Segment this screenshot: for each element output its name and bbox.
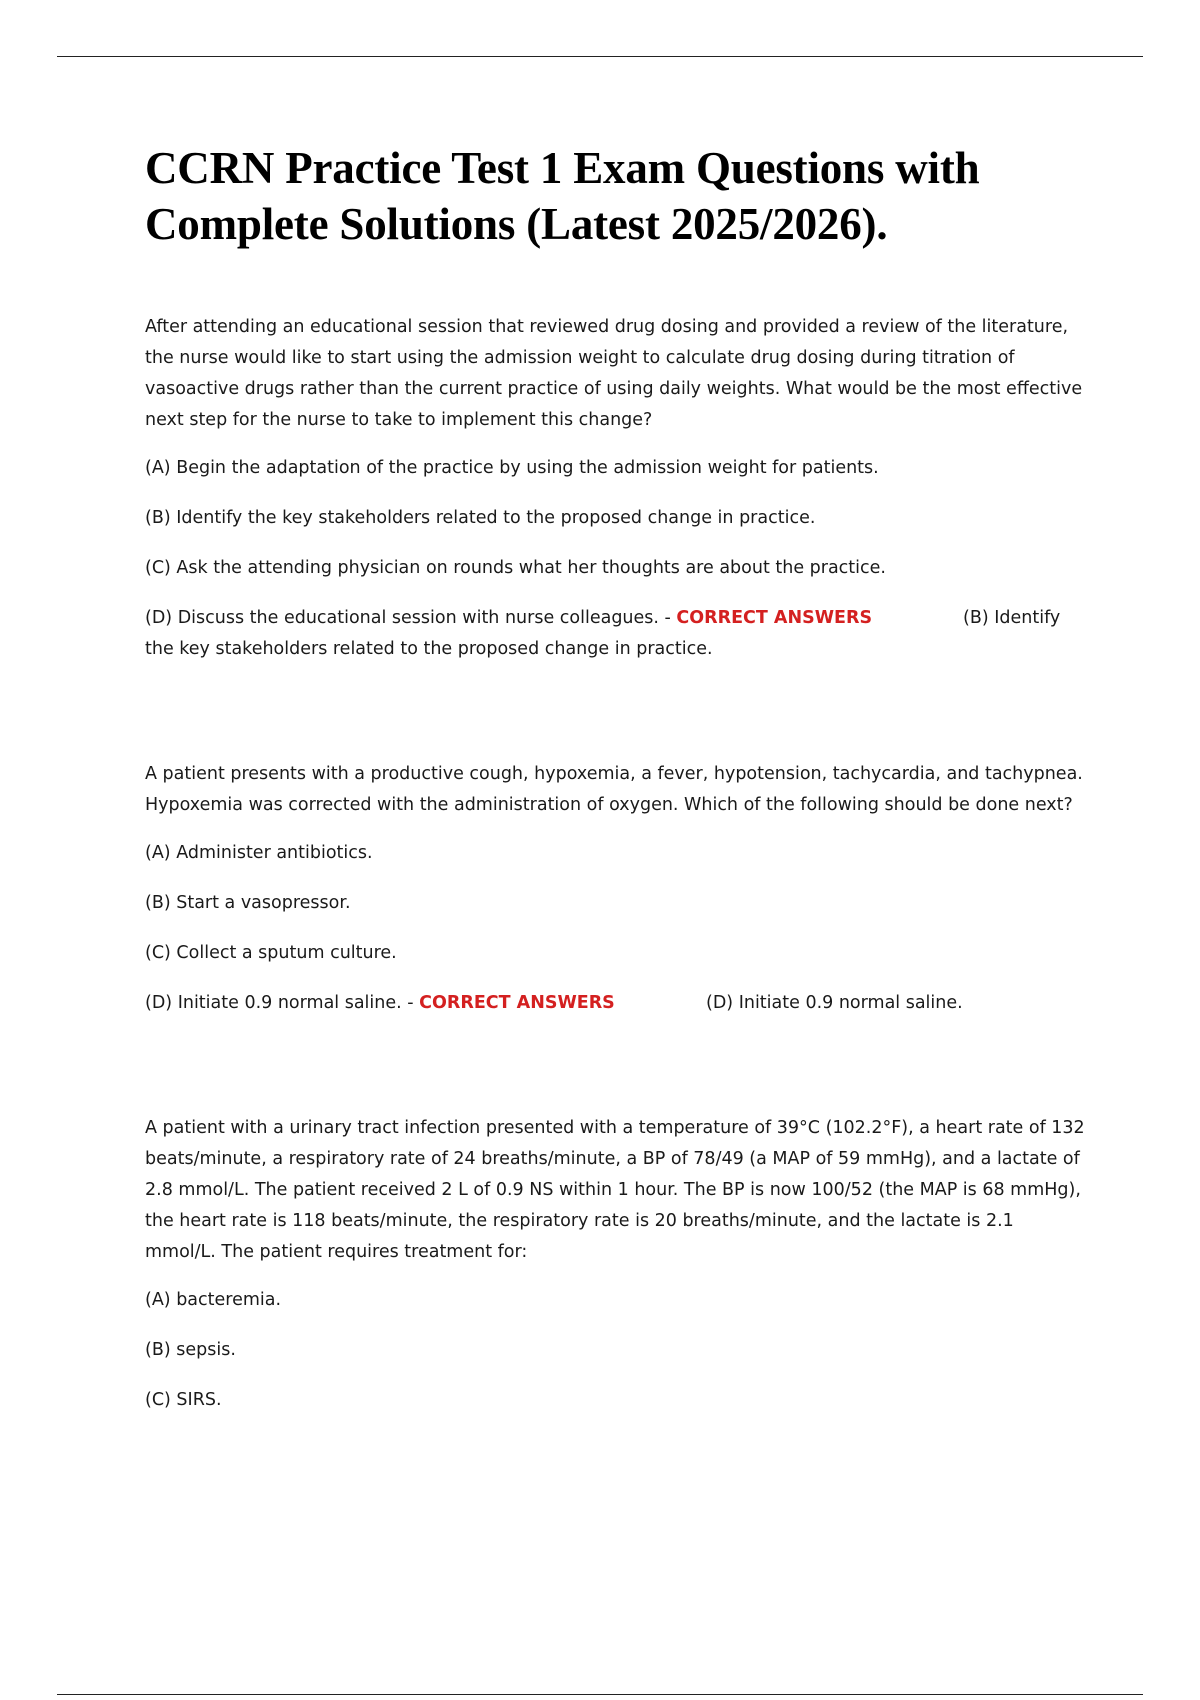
correct-answers-label: CORRECT ANSWERS — [676, 608, 873, 628]
question-stem: After attending an educational session that reviewed drug dosing and provided a review of the literature, the nurse would like to start using the admission weight to calculate drug dosing during titration of vasoactive drugs rather than the current practice of using daily weights. What would be the most effective next step for the nurse to take to implement this change? — [145, 317, 1083, 430]
option-b: (B) Start a vasopressor. — [145, 893, 351, 913]
question-block-1 — [145, 312, 1085, 665]
answer-text-start: (B) Identify — [963, 608, 1061, 628]
bottom-divider — [57, 1694, 1143, 1695]
option-b: (B) Identify the key stakeholders related to the proposed change in practice. — [145, 508, 816, 528]
top-divider — [57, 56, 1143, 57]
option-a: (A) bacteremia. — [145, 1290, 282, 1310]
question-block-2 — [145, 759, 1085, 1019]
document-title: CCRN Practice Test 1 Exam Questions with Complete Solutions (Latest 2025/2026). — [145, 143, 980, 249]
option-a: (A) Begin the adaptation of the practice by using the admission weight for patients. — [145, 458, 879, 478]
option-d-with-answer — [145, 988, 1085, 1019]
answer-text-end: the key stakeholders related to the proposed change in practice. — [145, 639, 713, 659]
option-c: (C) Collect a sputum culture. — [145, 943, 397, 963]
correct-answers-label: CORRECT ANSWERS — [419, 993, 615, 1013]
option-d: (D) Discuss the educational session with nurse colleagues. - — [145, 608, 677, 628]
option-c: (C) Ask the attending physician on rounds what her thoughts are about the practice. — [145, 558, 886, 578]
question-stem: A patient presents with a productive cough, hypoxemia, a fever, hypotension, tachycardia, and tachypnea. Hypoxemia was corrected with the administration of oxygen. Which of the following should be done next? — [145, 764, 1083, 815]
option-d-with-answer — [145, 603, 1085, 665]
question-block-3 — [145, 1113, 1085, 1416]
answer-text: (D) Initiate 0.9 normal saline. — [706, 993, 963, 1013]
option-d: (D) Initiate 0.9 normal saline. - — [145, 993, 420, 1013]
option-c: (C) SIRS. — [145, 1390, 222, 1410]
option-b: (B) sepsis. — [145, 1340, 236, 1360]
option-a: (A) Administer antibiotics. — [145, 843, 373, 863]
document-body — [145, 140, 1085, 1416]
question-stem: A patient with a urinary tract infection presented with a temperature of 39°C (102.2°F), a heart rate of 132 beats/minute, a respiratory rate of 24 breaths/minute, a BP of 78/49 (a MAP of 59 mmHg), and a lactate of 2.8 mmol/L. The patient received 2 L of 0.9 NS within 1 hour. The BP is now 100/52 (the MAP is 68 mmHg), the heart rate is 118 beats/minute, the respiratory rate is 20 breaths/minute, and the lactate is 2.1 mmol/L. The patient requires treatment for: — [145, 1118, 1085, 1262]
